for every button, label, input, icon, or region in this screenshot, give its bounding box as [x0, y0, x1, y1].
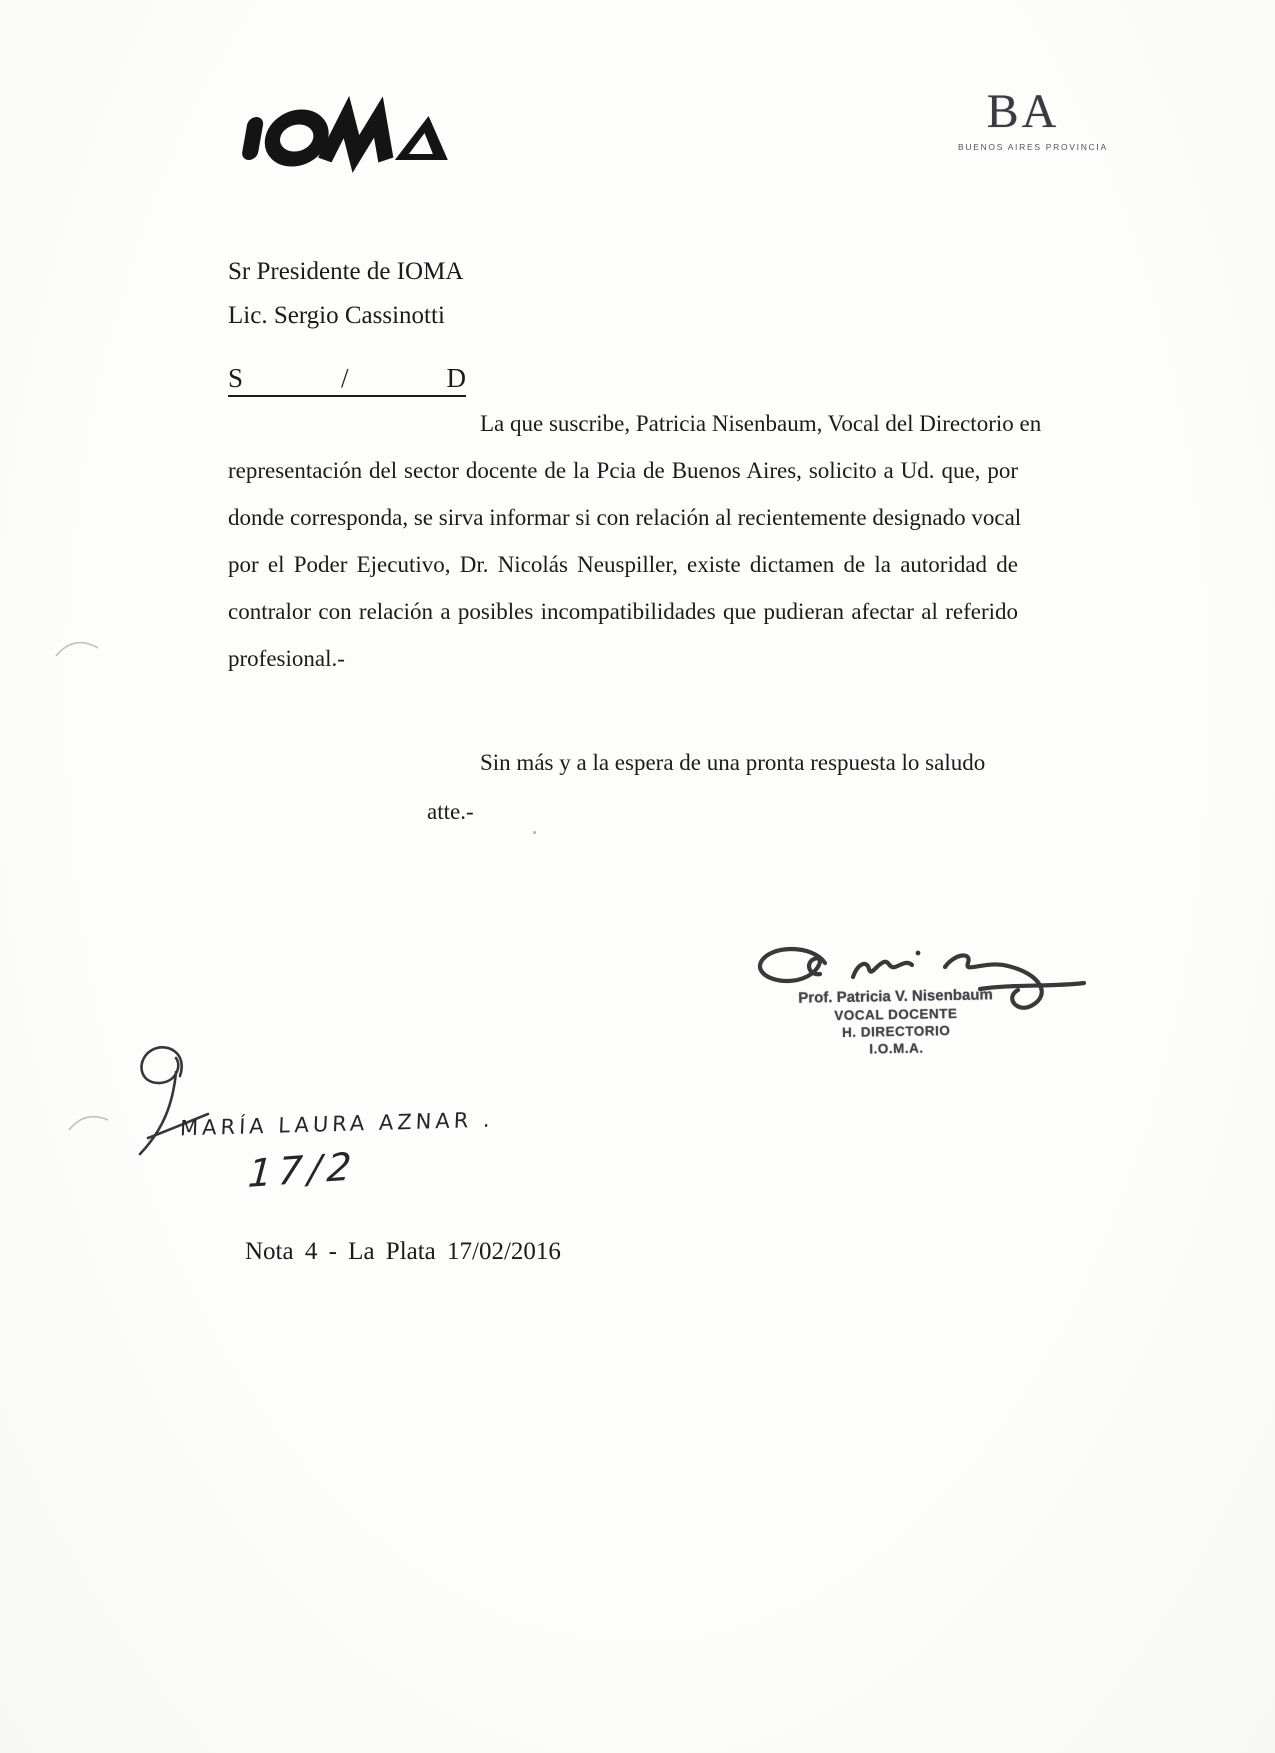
body-line: por el Poder Ejecutivo, Dr. Nicolás Neuspiller, existe dictamen de la autoridad de [228, 552, 1018, 577]
body-line: representación del sector docente de la Pcia de Buenos Aires, solicito a Ud. que, por [228, 458, 1018, 483]
body-line: La que suscribe, Patricia Nisenbaum, Vocal del Directorio en [480, 411, 1042, 436]
ioma-letter-m [325, 117, 394, 160]
body-line: profesional.- [228, 646, 345, 671]
sd-left: S [228, 363, 244, 393]
handwritten-flourish [118, 1042, 218, 1162]
pencil-arc-mark [52, 632, 102, 660]
body-line: donde corresponda, se sirva informar si con relación al recientemente designado vocal [228, 505, 1022, 530]
stamp-name: Prof. Patricia V. Nisenbaum [798, 986, 993, 1007]
handwritten-date: 17/2 [246, 1144, 359, 1196]
ioma-logo [236, 108, 476, 170]
ba-provincia-logo [958, 85, 1108, 152]
ba-logo-subtitle: BUENOS AIRES PROVINCIA [958, 142, 1108, 152]
stamp-institution: I.O.M.A. [869, 1040, 924, 1057]
ioma-letter-i [241, 117, 265, 160]
stamp-role: VOCAL DOCENTE [834, 1005, 958, 1024]
ba-logo-text: BA [986, 85, 1060, 138]
recipient-line-1: Sr Presidente de IOMA [228, 258, 464, 285]
ioma-letter-a [395, 116, 456, 160]
closing-line-2: atte.- [427, 799, 474, 824]
scan-speck [533, 831, 536, 834]
sd-right: D [446, 363, 466, 393]
stamp-org-line: H. DIRECTORIO [841, 1023, 951, 1040]
sd-slash: / [341, 363, 349, 393]
pencil-arc-mark [66, 1108, 112, 1134]
body-line: contralor con relación a posibles incompatibilidades que pudieran afectar al referido [228, 599, 1018, 624]
recipient-line-2: Lic. Sergio Cassinotti [228, 302, 445, 329]
handwritten-name: MARÍA LAURA AZNAR . [179, 1107, 495, 1141]
footer-note: Nota 4 - La Plata 17/02/2016 [245, 1238, 561, 1265]
letter-body [228, 400, 1042, 682]
closing-line-1: Sin más y a la espera de una pronta respuesta lo saludo [480, 750, 986, 775]
salutation-sd-line [228, 362, 466, 397]
ioma-logo-graphic [236, 108, 476, 170]
stamp [777, 985, 1014, 1059]
ioma-letter-o [269, 117, 324, 159]
